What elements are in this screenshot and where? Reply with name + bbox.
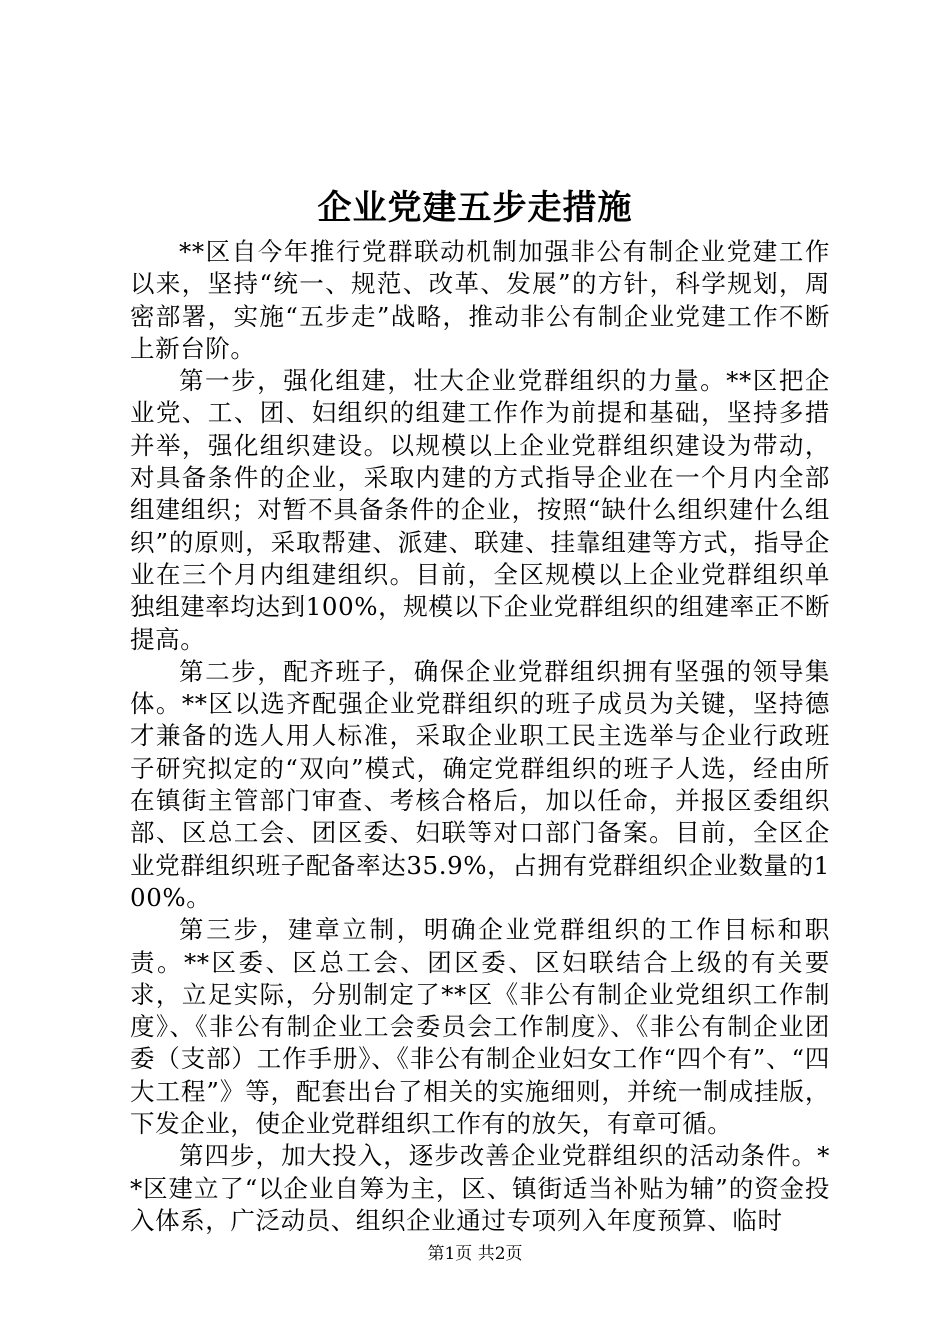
paragraph-step-one: 第一步，强化组建，壮大企业党群组织的力量。**区把企业党、工、团、妇组织的组建工作作为前提和基础，坚持多措并举，强化组织建设。以规模以上企业党群组织建设为带动，对具备条件的企业，采取内建的方式指导企业在一个月内全部组建组织；对暂不具备条件的企业，按照“缺什么组织建什么组织”的原则，采取帮建、派建、联建、挂靠组建等方式，指导企业在三个月内组建组织。目前，全区规模以上企业党群组织单独组建率均达到100%，规模以下企业党群组织的组建率正不断提高。 [130, 366, 830, 654]
document-title: 企业党建五步走措施 [317, 188, 633, 228]
paragraph-intro: **区自今年推行党群联动机制加强非公有制企业党建工作以来，坚持“统一、规范、改革、发展”的方针，科学规划，周密部署，实施“五步走”战略，推动非公有制企业党建工作不断上新台阶。 [130, 237, 830, 363]
paragraph-step-four: 第四步，加大投入，逐步改善企业党群组织的活动条件。**区建立了“以企业自筹为主，区、镇街适当补贴为辅”的资金投入体系，广泛动员、组织企业通过专项列入年度预算、临时 [130, 1141, 830, 1235]
page-footer: 第1页 共2页 [427, 1244, 523, 1264]
paragraph-step-two: 第二步，配齐班子，确保企业党群组织拥有坚强的领导集体。**区以选齐配强企业党群组织的班子成员为关键，坚持德才兼备的选人用人标准，采取企业职工民主选举与企业行政班子研究拟定的“双向”模式，确定党群组织的班子人选，经由所在镇街主管部门审查、考核合格后，加以任命，并报区委组织部、区总工会、团区委、妇联等对口部门备案。目前，全区企业党群组织班子配备率达35.9%，占拥有党群组织企业数量的100%。 [130, 656, 830, 912]
paragraph-step-three: 第三步，建章立制，明确企业党群组织的工作目标和职责。**区委、区总工会、团区委、区妇联结合上级的有关要求，立足实际，分别制定了**区《非公有制企业党组织工作制度》、《非公有制企业工会委员会工作制度》、《非公有制企业团委（支部）工作手册》、《非公有制企业妇女工作“四个有”、“四大工程”》等，配套出台了相关的实施细则，并统一制成挂版，下发企业，使企业党群组织工作有的放矢，有章可循。 [130, 915, 830, 1139]
document-body [130, 236, 830, 1237]
